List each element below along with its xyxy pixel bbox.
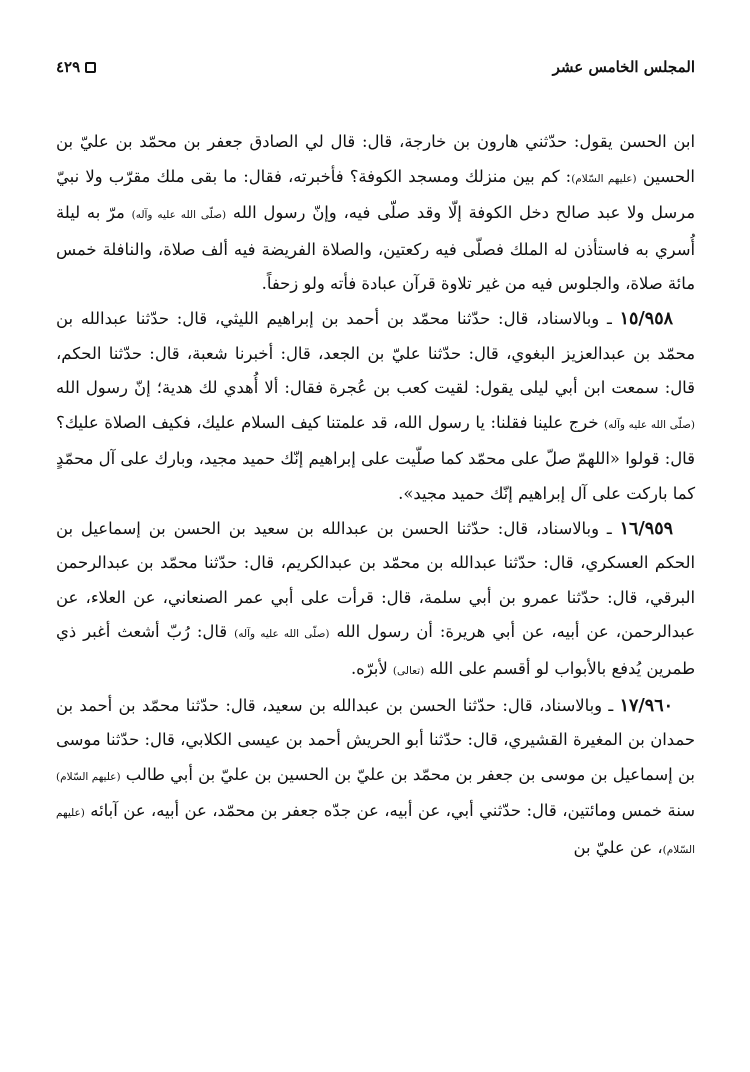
running-header [56,52,695,82]
text-run: قال: رُبّ أشعث أغبر ذي طمرين يُدفع بالأبواب لو أقسم على الله [56,622,695,678]
honorific-phrase: (صلّى الله عليه وآله) [604,418,695,431]
hadith-number: ١٥/٩٥٨ [619,308,673,329]
honorific-phrase: (صلّى الله عليه وآله) [234,628,330,641]
text-run: : كم بين منزلك ومسجد الكوفة؟ فأخبرته، فقال: ما بقى ملك مقرّب ولا نبيّ مرسل ولا عبد صالح دخل الكوفة إلّا وقد صلّى فيه، وإنّ رسول الله [56,166,695,223]
paragraph [56,689,695,868]
text-run: سنة خمس ومائتين، قال: حدّثني أبي، عن أبيه، عن جدّه جعفر بن محمّد، عن أبيه، عن آبائه [84,801,695,821]
honorific-phrase: (عليهم السّلام) [56,770,121,783]
paragraph [56,512,695,689]
honorific-phrase: (عليهم السّلام) [56,807,695,856]
paragraph [56,125,695,302]
chapter-title: المجلس الخامس عشر [552,58,695,76]
page-number [56,58,96,76]
text-run: مرّ به ليلة أُسري به فاستأذن له الملك فصلّى فيه ركعتين، والصلاة الفريضة فيه ألف صلاة، والنافلة خمس مائة صلاة، والجلوس فيه من غير تلاوة قرآن عبادة فأته ولو زحفاً. [56,203,695,294]
honorific-phrase: (عليهم السّلام) [571,172,637,185]
text-run: خرج علينا فقلنا: يا رسول الله، قد علمتنا كيف السلام عليك، فكيف الصلاة عليك؟ قال: قولوا «اللهمّ صلّ على محمّد كما صلّيت على إبراهيم إنّك حميد مجيد، وبارك على آل محمّدٍ كما باركت على آل إبراهيم إنّك حميد مجيد». [56,412,695,503]
text-run: لأبرّه. [350,658,393,678]
hadith-number: ١٦/٩٥٩ [619,518,673,539]
text-run: ـ وبالاسناد، قال: حدّثنا محمّد بن أحمد بن إبراهيم الليثي، قال: حدّثنا عبدالله بن محمّد بن عبدالعزيز البغوي، قال: حدّثنا عليّ بن الجعد، قال: أخبرنا شعبة، قال: حدّثنا الحكم، قال: سمعت ابن أبي ليلى يقول: لقيت كعب بن عُجرة فقال: ألا أُهدي لك هدية؛ إنّ رسول الله [56,308,695,398]
page-marker-square-icon [85,62,96,73]
text-run: ـ وبالاسناد، قال: حدّثنا الحسن بن عبدالله بن سعيد بن الحسن بن إسماعيل بن الحكم العسكري، قال: حدّثنا عبدالله بن محمّد بن عبدالكريم، قال: حدّثنا محمّد بن عبدالرحمن البرقي، قال: حدّثنا عمرو بن أبي سلمة، قال: قرأت على أبي عمر الصنعاني، عن العلاء، عن عبدالرحمن، عن أبيه، عن أبي هريرة: أن رسول الله [56,518,695,642]
text-run: ـ وبالاسناد، قال: حدّثنا الحسن بن عبدالله بن سعيد، قال: حدّثنا محمّد بن أحمد بن حمدان بن المغيرة القشيري، قال: حدّثنا أبو الحريش أحمد بن عيسى الكلابي، قال: حدّثنا موسى بن إسماعيل بن موسى بن جعفر بن محمّد بن عليّ بن الحسين بن عليّ بن أبي طالب [56,695,695,784]
honorific-phrase: (تعالى) [392,664,425,677]
page-number-value: ٤٢٩ [56,58,81,76]
honorific-phrase: (صلّى الله عليه وآله) [131,209,227,222]
text-run: ، عن عليّ بن [573,837,663,857]
hadith-number: ١٧/٩٦٠ [619,695,673,716]
text-run: ابن الحسن يقول: حدّثني هارون بن خارجة، قال: قال لي الصادق جعفر بن محمّد بن عليّ بن الحسين [56,132,695,186]
paragraph [56,302,695,512]
body-text [56,125,695,867]
